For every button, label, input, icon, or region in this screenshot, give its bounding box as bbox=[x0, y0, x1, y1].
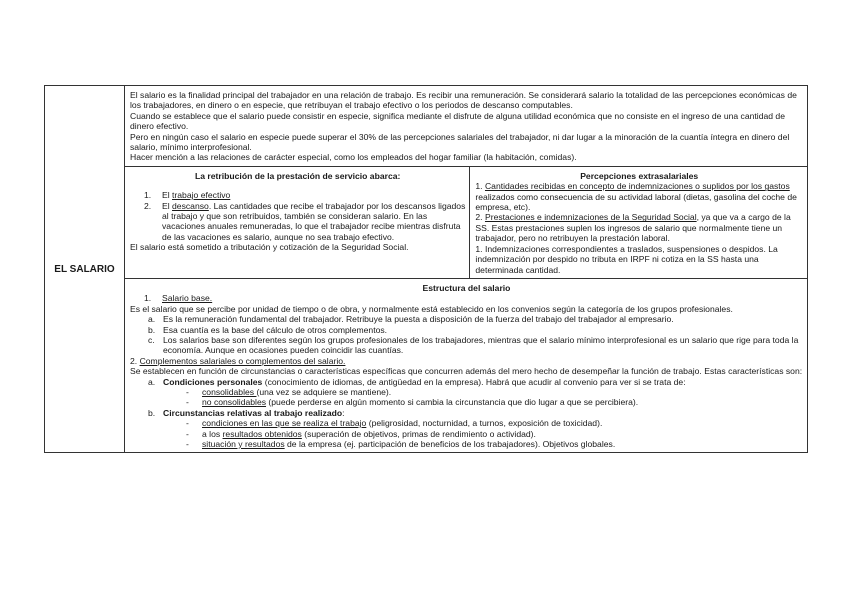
item-text: (superación de objetivos, primas de rendimiento o actividad). bbox=[301, 428, 536, 439]
no-consolidables-link: no consolidables bbox=[202, 397, 267, 408]
item-text: , ya que va a cargo de la SS. Estas prestaciones suplen los ingresos de salario que normalmente tiene un trabajador, pero no retribuyen la prestación laboral. bbox=[475, 212, 791, 244]
list-item bbox=[130, 325, 803, 335]
item-number: 1. bbox=[475, 181, 485, 192]
item-text: Es la remuneración fundamental del trabajador. Retribuye la puesta a disposición de la fuerza del trabajo del trabajador al empresario. bbox=[163, 314, 674, 325]
dash: - bbox=[186, 386, 189, 397]
row-label bbox=[45, 86, 125, 453]
list-number: 1. bbox=[144, 293, 152, 304]
list-letter: b. bbox=[148, 407, 156, 418]
item-prefix: a los bbox=[202, 428, 223, 439]
circunstancias-label: Circunstancias relativas al trabajo realizado bbox=[163, 407, 343, 418]
retribution-list bbox=[130, 190, 465, 242]
list-item bbox=[130, 418, 803, 428]
list-item bbox=[130, 387, 803, 397]
item-text: (puede perderse en algún momento si cambia la circunstancia que dio lugar a que se percibiera). bbox=[266, 397, 639, 408]
extrasalarial-item: 1. Indemnizaciones correspondientes a traslados, suspensiones o despidos. La indemnización por despido no tributa en IRPF ni cotiza en la SS hasta una determinada cantidad. bbox=[475, 243, 778, 275]
circunstancias-sublist bbox=[130, 418, 803, 449]
list-item bbox=[130, 429, 803, 439]
list-letter: a. bbox=[148, 314, 156, 325]
complementos-heading bbox=[130, 356, 803, 366]
situacion-link: situación y resultados bbox=[202, 439, 285, 449]
list-letter: b. bbox=[148, 324, 156, 335]
intro-paragraph: Hacer mención a las relaciones de carácter especial, como los empleados del hogar familiar (la habitación, comidas). bbox=[130, 152, 577, 163]
item-text: (peligrosidad, nocturnidad, a turnos, exposición de toxicidad). bbox=[366, 418, 603, 429]
item-number: 2. bbox=[475, 212, 485, 223]
dash: - bbox=[186, 428, 189, 439]
complementos-items bbox=[130, 408, 803, 418]
item-text: (una vez se adquiere se mantiene). bbox=[256, 386, 392, 397]
complementos-items bbox=[130, 377, 803, 387]
list-item bbox=[130, 397, 803, 407]
item-prefix: El bbox=[162, 200, 173, 211]
list-item bbox=[130, 408, 803, 418]
list-item bbox=[130, 439, 803, 449]
retribution-footer: El salario está sometido a tributación y cotización de la Seguridad Social. bbox=[130, 242, 409, 253]
indemnizaciones-link: Cantidades recibidas en concepto de indemnizaciones o suplidos por los gastos bbox=[484, 181, 790, 192]
complementos-desc: Se establecen en función de circunstancias o características específicas que concurren además del mero hecho de desempeñar la función de trabajo. Estas características son: bbox=[130, 366, 803, 377]
salario-base-desc: Es el salario que se percibe por unidad de tiempo o de obra, y normalmente está establecido en los convenios según la categoría de los grupos profesionales. bbox=[130, 303, 733, 314]
salario-base-items bbox=[130, 314, 803, 356]
structure-section bbox=[125, 278, 807, 453]
item-text: de la empresa (ej. participación de beneficios de los trabajadores). Objetivos globales. bbox=[284, 439, 616, 449]
salario-base-link: Salario base. bbox=[162, 293, 213, 304]
structure-title: Estructura del salario bbox=[422, 282, 511, 293]
list-item bbox=[130, 335, 803, 356]
item-prefix: El bbox=[162, 190, 173, 201]
salary-table bbox=[44, 85, 808, 453]
dash: - bbox=[186, 418, 189, 429]
retribution-box bbox=[125, 166, 470, 278]
descanso-link: descanso bbox=[172, 200, 209, 211]
intro-section bbox=[125, 86, 807, 166]
content-cell bbox=[125, 86, 808, 453]
item-text: realizados como consecuencia de su actividad laboral (dietas, gasolina del coche de empresa, etc). bbox=[475, 191, 797, 213]
item-text: Los salarios base son diferentes según los grupos profesionales de los trabajadores, mientras que el salario mínimo interprofesional es un salario que rige para toda la economía. Aunque en ocasiones pueden coincidir las cuantías. bbox=[163, 334, 799, 356]
boxes-row bbox=[125, 166, 807, 278]
prestaciones-link: Prestaciones e indemnizaciones de la Seguridad Social bbox=[484, 212, 697, 223]
consolidables-link: consolidables bbox=[202, 386, 257, 397]
list-item bbox=[130, 314, 803, 324]
complementos-link: Complementos salariales o complementos del salario. bbox=[139, 355, 346, 366]
intro-paragraph: Pero en ningún caso el salario en especie puede superar el 30% de las percepciones salariales del trabajador, ni dar lugar a la minoración de la cuantía íntegra en dinero del salario, mínimo interprofesional. bbox=[130, 131, 790, 153]
list-letter: c. bbox=[148, 334, 155, 345]
list-item bbox=[130, 190, 465, 200]
row-label-text: EL SALARIO bbox=[54, 263, 115, 275]
personales-sublist bbox=[130, 387, 803, 408]
extrasalarial-box bbox=[470, 166, 807, 278]
condiciones-link: condiciones en las que se realiza el trabajo bbox=[202, 418, 367, 429]
intro-paragraph: El salario es la finalidad principal del trabajador en una relación de trabajo. Es recibir una remuneración. Se considerará salario la totalidad de las percepciones económicas de los trabajadores, en dinero o en especie, que retribuyan el trabajo efectivo o los periodos de descanso computables. bbox=[130, 90, 797, 111]
extrasalarial-item bbox=[475, 212, 803, 243]
list-item bbox=[130, 377, 803, 387]
extrasalarial-title: Percepciones extrasalariales bbox=[580, 170, 699, 181]
retribution-title: La retribución de la prestación de servicio abarca: bbox=[195, 170, 401, 181]
item-text: Esa cuantía es la base del cálculo de otros complementos. bbox=[163, 324, 388, 335]
list-number: 1. bbox=[144, 190, 152, 201]
item-number: 2. bbox=[130, 355, 140, 366]
extrasalarial-item bbox=[475, 181, 803, 212]
list-letter: a. bbox=[148, 376, 156, 387]
resultados-link: resultados obtenidos bbox=[222, 428, 302, 439]
intro-paragraph: Cuando se establece que el salario puede consistir en especie, significa mediante el disfrute de alguna utilidad económica que no consiste en el ingreso de una cantidad de dinero efectivo. bbox=[130, 110, 785, 132]
dash: - bbox=[186, 397, 189, 408]
item-text: : bbox=[342, 407, 345, 418]
list-number: 2. bbox=[144, 200, 152, 211]
condiciones-personales-label: Condiciones personales bbox=[163, 376, 263, 387]
trabajo-efectivo-link: trabajo efectivo bbox=[172, 190, 231, 201]
dash: - bbox=[186, 439, 189, 449]
list-item bbox=[130, 293, 803, 303]
item-text: (conocimiento de idiomas, de antigüedad en la empresa). Habrá que acudir al convenio para ver si se trata de: bbox=[262, 376, 686, 387]
structure-list bbox=[130, 293, 803, 303]
list-item bbox=[130, 201, 465, 243]
item-text: . Las cantidades que recibe el trabajador por los descansos ligados al trabajo y que son retribuidos, también se consideran salario. En las vacaciones anuales remuneradas, lo que el trabajador recibe mientras disfruta de las vacaciones es salario, aunque no sea trabajo efectivo. bbox=[162, 200, 466, 242]
